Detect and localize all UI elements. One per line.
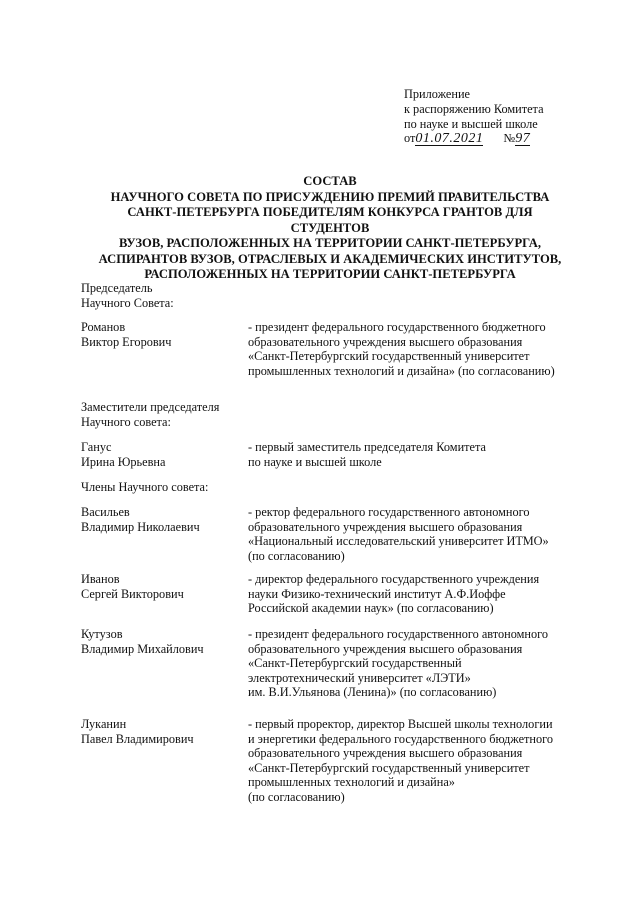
title-line: АСПИРАНТОВ ВУЗОВ, ОТРАСЛЕВЫХ И АКАДЕМИЧЕСКИХ ИНСТИТУТОВ, bbox=[98, 251, 562, 266]
number-prefix: № bbox=[503, 131, 516, 146]
position-line: - первый заместитель председателя Комитета bbox=[248, 440, 486, 454]
member-position bbox=[248, 572, 571, 616]
appendix-line: по науке и высшей школе bbox=[404, 116, 538, 131]
handwritten-date: 01.07.2021 bbox=[415, 131, 484, 147]
appendix-block bbox=[404, 87, 544, 146]
position-line: «Санкт-Петербургский государственный университет bbox=[248, 760, 530, 775]
title-line: СОСТАВ bbox=[303, 174, 357, 188]
position-line: «Санкт-Петербургский государственный bbox=[248, 656, 462, 671]
member-given-name: Владимир Николаевич bbox=[81, 519, 200, 534]
position-line: образовательного учреждения высшего образования bbox=[248, 641, 523, 656]
deputies-heading bbox=[81, 400, 219, 429]
member-given-name: Владимир Михайлович bbox=[81, 641, 204, 656]
position-line: (по согласованию) bbox=[248, 548, 345, 563]
member-name bbox=[81, 505, 241, 534]
position-line: - ректор федерального государственного автономного bbox=[248, 505, 530, 519]
member-surname: Луканин bbox=[81, 717, 127, 731]
section-heading-line: Научного Совета: bbox=[81, 295, 174, 310]
position-line: образовательного учреждения высшего образования bbox=[248, 746, 523, 761]
chair-heading bbox=[81, 281, 174, 310]
title-line: САНКТ-ПЕТЕРБУРГА ПОБЕДИТЕЛЯМ КОНКУРСА ГРАНТОВ ДЛЯ СТУДЕНТОВ bbox=[127, 205, 533, 235]
member-name bbox=[81, 717, 241, 746]
member-surname: Ганус bbox=[81, 440, 112, 454]
position-line: - директор федерального государственного учреждения bbox=[248, 572, 540, 586]
position-line: промышленных технологий и дизайна» bbox=[248, 775, 455, 790]
member-position bbox=[248, 717, 571, 805]
section-heading-line: Заместители председателя bbox=[81, 400, 220, 414]
position-line: науки Физико-технический институт А.Ф.Иоффе bbox=[248, 586, 506, 601]
document-title bbox=[90, 174, 570, 283]
member-given-name: Виктор Егорович bbox=[81, 334, 172, 349]
position-line: «Национальный исследовательский университет ИТМО» bbox=[248, 534, 549, 549]
member-name bbox=[81, 572, 241, 601]
member-surname: Романов bbox=[81, 320, 126, 334]
member-surname: Иванов bbox=[81, 572, 120, 586]
member-surname: Кутузов bbox=[81, 627, 123, 641]
appendix-line: к распоряжению Комитета bbox=[404, 101, 544, 116]
position-line: - президент федерального государственного автономного bbox=[248, 627, 549, 641]
appendix-line: Приложение bbox=[404, 87, 470, 101]
position-line: по науке и высшей школе bbox=[248, 454, 382, 469]
members-heading: Члены Научного совета: bbox=[81, 480, 209, 494]
position-line: и энергетики федерального государственного бюджетного bbox=[248, 731, 554, 746]
title-line: ВУЗОВ, РАСПОЛОЖЕННЫХ НА ТЕРРИТОРИИ САНКТ-ПЕТЕРБУРГА, bbox=[118, 236, 542, 250]
date-prefix: от bbox=[404, 131, 416, 146]
member-name bbox=[81, 440, 241, 469]
position-line: (по согласованию) bbox=[248, 789, 345, 804]
appendix-date-line bbox=[404, 131, 544, 146]
position-line: образовательного учреждения высшего образования bbox=[248, 519, 523, 534]
position-line: «Санкт-Петербургский государственный университет bbox=[248, 349, 530, 364]
member-given-name: Павел Владимирович bbox=[81, 731, 194, 746]
member-given-name: Сергей Викторович bbox=[81, 586, 184, 601]
position-line: - первый проректор, директор Высшей школы технологии bbox=[248, 717, 553, 731]
position-line: образовательного учреждения высшего образования bbox=[248, 334, 523, 349]
position-line: Российской академии наук» (по согласованию) bbox=[248, 601, 494, 616]
section-heading-line: Председатель bbox=[81, 281, 153, 295]
handwritten-number: 97 bbox=[515, 131, 531, 147]
member-given-name: Ирина Юрьевна bbox=[81, 454, 166, 469]
position-line: электротехнический университет «ЛЭТИ» bbox=[248, 670, 471, 685]
member-position bbox=[248, 505, 571, 563]
title-line: РАСПОЛОЖЕННЫХ НА ТЕРРИТОРИИ САНКТ-ПЕТЕРБУРГА bbox=[144, 267, 516, 281]
position-line: им. В.И.Ульянова (Ленина)» (по согласованию) bbox=[248, 685, 497, 700]
section-heading-line: Научного совета: bbox=[81, 414, 171, 429]
member-position bbox=[248, 627, 571, 700]
member-name bbox=[81, 627, 241, 656]
member-position bbox=[248, 320, 571, 378]
member-name bbox=[81, 320, 241, 349]
member-position bbox=[248, 440, 571, 469]
position-line: - президент федерального государственного бюджетного bbox=[248, 320, 546, 334]
title-line: НАУЧНОГО СОВЕТА ПО ПРИСУЖДЕНИЮ ПРЕМИЙ ПРАВИТЕЛЬСТВА bbox=[110, 189, 550, 204]
member-surname: Васильев bbox=[81, 505, 130, 519]
position-line: промышленных технологий и дизайна» (по согласованию) bbox=[248, 363, 555, 378]
